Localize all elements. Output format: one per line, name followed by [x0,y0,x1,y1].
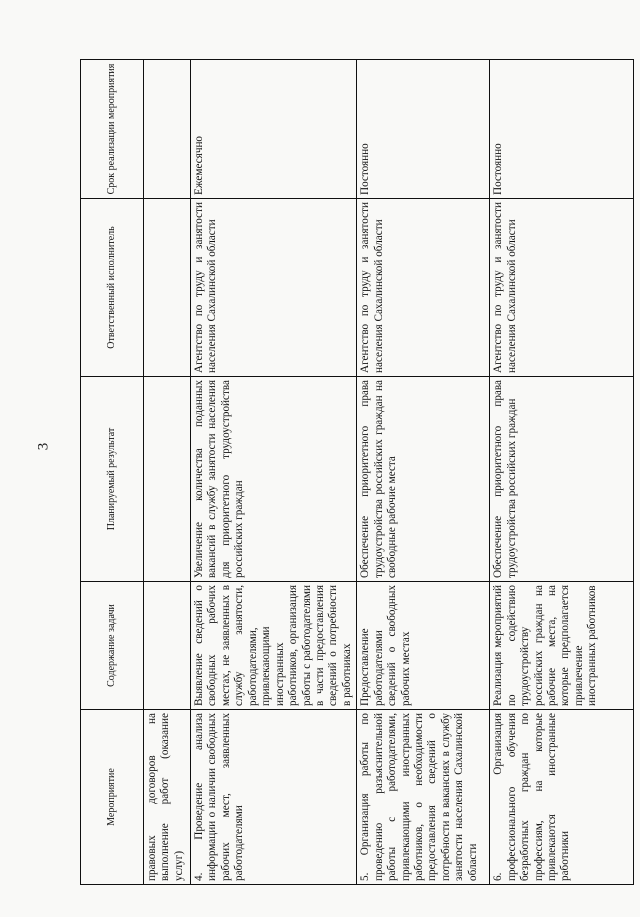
cell-result [144,377,191,582]
cell-task: Реализация мероприятий по содействию трудоустройству российских граждан на рабочие места, на которые предполагается привлечение иностранных работников [490,582,634,710]
header-event: Мероприятие [81,710,144,885]
cell-task: Предоставление работодателями сведений о свободных рабочих местах [357,582,490,710]
cell-event: правовых договоров на выполнение работ (оказание услуг) [144,710,191,885]
cell-result: Обеспечение приоритетного права трудоустройства российских граждан [490,377,634,582]
cell-task: Выявление сведений о свободных рабочих местах, не заявленных в службу занятости, работодателями, привлекающими иностранных работников, организация работы с работодателями в части предоставления сведений о потребности в работниках [191,582,357,710]
header-task: Содержание задачи [81,582,144,710]
cell-responsible: Агентство по труду и занятости населения Сахалинской области [490,199,634,377]
rotated-table-wrapper [80,60,599,885]
cell-deadline: Постоянно [357,60,490,199]
cell-responsible: Агентство по труду и занятости населения Сахалинской области [191,199,357,377]
cell-deadline: Ежемесячно [191,60,357,199]
cell-event: 4. Проведение анализа информации о наличии свободных рабочих мест, заявленных работодателями [191,710,357,885]
page-number: 3 [35,442,52,451]
cell-result: Увеличение количества поданных вакансий в службу занятости населения для приоритетного трудоустройства российских граждан [191,377,357,582]
table-row [191,60,357,885]
cell-event: 5. Организация работы по проведению разъяснительной работы с работодателями, привлекающими иностранных работников, о необходимости предоставления сведений о потребности в вакансиях в службу занятости населения Сахалинской области [357,710,490,885]
cell-task [144,582,191,710]
cell-result: Обеспечение приоритетного права трудоустройства российских граждан на свободные рабочие места [357,377,490,582]
cell-deadline: Постоянно [490,60,634,199]
cell-event: 6. Организация профессионального обучения безработных граждан по профессиям, на которые привлекаются иностранные работники [490,710,634,885]
table-header-row [81,60,144,885]
table-row [144,60,191,885]
table-row [490,60,634,885]
header-result: Планируемый результат [81,377,144,582]
header-deadline: Срок реализации мероприятия [81,60,144,199]
cell-responsible [144,199,191,377]
header-responsible: Ответственный исполнитель [81,199,144,377]
table-row [357,60,490,885]
events-table [80,59,634,885]
cell-responsible: Агентство по труду и занятости населения Сахалинской области [357,199,490,377]
cell-deadline [144,60,191,199]
